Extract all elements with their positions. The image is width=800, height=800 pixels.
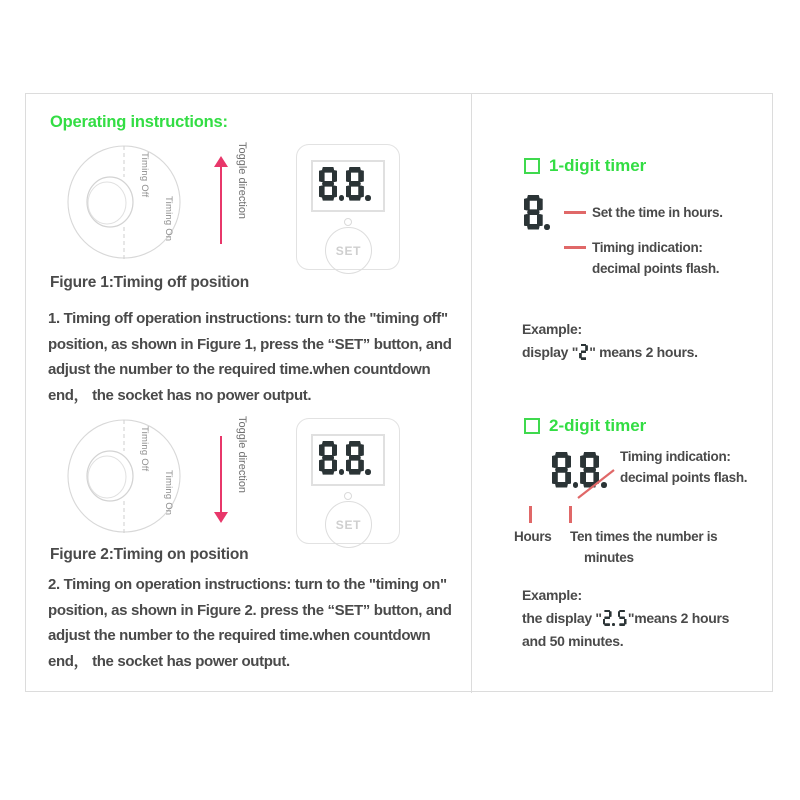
checkbox-square-icon (524, 158, 540, 174)
note-line-2: decimal points flash. (592, 261, 720, 276)
figure2-toggle-direction (196, 414, 268, 539)
note-line-2: decimal points flash. (620, 470, 748, 485)
example-digit-2 (579, 344, 588, 360)
example-text-after: "means 2 hours (627, 610, 730, 626)
example-text-line2: and 50 minutes. (522, 633, 624, 649)
figure1-dial-illustration (62, 140, 192, 265)
figure2-display-digits (319, 441, 372, 475)
leader-line-bottom (564, 246, 586, 249)
toggle-direction-label: Toggle direction (236, 416, 248, 494)
figure2-device-screen (311, 434, 385, 486)
figure1-device-screen (311, 160, 385, 212)
section-2-title: 2-digit timer (549, 416, 647, 435)
checkbox-square-icon (524, 418, 540, 434)
indicator-led-icon (344, 218, 352, 226)
example-text-before: display " (522, 344, 579, 360)
example-text-before: the display " (522, 610, 602, 626)
example-label: Example: (522, 587, 582, 603)
one-digit-display (524, 195, 551, 230)
note-line-1: Timing indication: (592, 240, 703, 255)
tick-tens (569, 506, 572, 523)
toggle-direction-label: Toggle direction (236, 142, 248, 220)
note-timing-indication (592, 237, 782, 279)
example-2-digit (522, 584, 782, 653)
arrow-head-down-icon (214, 512, 228, 523)
label-tens-line-1: Ten times the number is (570, 529, 718, 544)
indicator-led-icon (344, 492, 352, 500)
example-digit-2 (603, 610, 616, 626)
example-text-after: " means 2 hours. (589, 344, 698, 360)
figure2-timer-device (296, 418, 400, 544)
figure1-toggle-direction (196, 140, 268, 265)
figure1-paragraph: 1. Timing off operation instructions: turn to the "timing off" position, as shown in Figure 1, press the “SET” button, and adjust the number to the required time.when countdown end， the socket has no power output. (48, 310, 452, 404)
section-heading-1-digit-timer (524, 156, 646, 176)
left-column (26, 94, 471, 693)
arrow-head-up-icon (214, 156, 228, 167)
leader-line-top (564, 211, 586, 214)
figure1-set-button: SET (325, 227, 372, 274)
figure2-dial-illustration (62, 414, 192, 539)
label-hours: Hours (514, 529, 552, 544)
dial-label-timing-on: Timing On (163, 470, 174, 516)
dial-label-timing-off: Timing Off (139, 152, 150, 198)
example-label: Example: (522, 321, 582, 337)
dial-label-timing-off: Timing Off (139, 426, 150, 472)
note-set-time-hours: Set the time in hours. (592, 205, 723, 220)
right-column (472, 94, 774, 693)
section-heading-2-digit-timer (524, 416, 646, 436)
figure1-caption: Figure 1:Timing off position (50, 274, 250, 291)
figure1-timer-device (296, 144, 400, 270)
tick-hours (529, 506, 532, 523)
figure2-caption: Figure 2:Timing on position (50, 546, 249, 563)
page-title: Operating instructions: (50, 113, 228, 131)
figure2-set-button: SET (325, 501, 372, 548)
example-1-digit (522, 318, 772, 364)
section-1-title: 1-digit timer (549, 156, 647, 175)
instruction-sheet (25, 93, 773, 692)
example-digit-5 (618, 610, 627, 626)
arrow-shaft-icon (220, 166, 222, 244)
dial-label-timing-on: Timing On (163, 196, 174, 242)
label-tens (570, 526, 760, 568)
arrow-shaft-icon (220, 436, 222, 514)
note-line-1: Timing indication: (620, 449, 731, 464)
figure2-paragraph: 2. Timing on operation instructions: turn to the "timing on" position, as shown in Figure 2. press the “SET” button, and adjust the number to the required time.when countdown end， the socket has power output. (48, 576, 452, 670)
note-timing-indication-2 (620, 446, 780, 488)
label-tens-line-2: minutes (584, 550, 634, 565)
figure1-display-digits (319, 167, 372, 201)
